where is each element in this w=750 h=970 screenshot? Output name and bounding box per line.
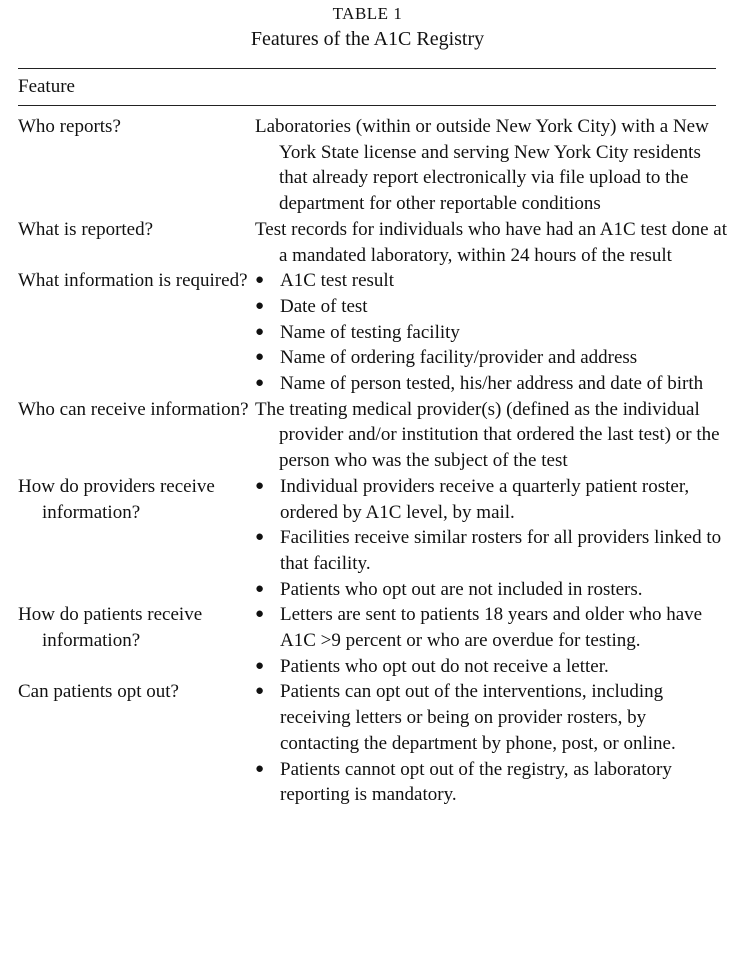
top-rule [18, 68, 716, 69]
bullet-icon: ● [255, 272, 265, 289]
list-item: ● Patients can opt out of the interventions, including receiving letters or being on provider rosters, by contacting the department by phone, post, or online. [255, 681, 676, 754]
feature-description: Laboratories (within or outside New York City) with a New York State license and serving New York City residents that already report electronically via file upload to the department for other reportable conditions [255, 116, 709, 215]
bullet-icon: ● [255, 683, 265, 700]
bullet-icon: ● [255, 375, 265, 392]
feature-label: Who can receive information? [18, 398, 249, 420]
list-item: ● Individual providers receive a quarterly patient roster, ordered by A1C level, by mail. [255, 475, 690, 523]
feature-label: Who reports? [18, 116, 121, 137]
table-row [18, 679, 728, 808]
list-item: ● Patients who opt out are not included in rosters. [255, 577, 728, 603]
feature-label: What is reported? [18, 218, 154, 240]
table-row [18, 268, 728, 397]
column-header-feature: Feature [18, 76, 75, 97]
list-item: ● Date of test [255, 294, 728, 320]
bullet-icon: ● [255, 529, 265, 546]
table-number: TABLE 1 [332, 4, 403, 23]
feature-description: The treating medical provider(s) (defined as the individual provider and/or institution that ordered the last test) or the person who was the subject of the test [255, 398, 720, 472]
header-rule [18, 105, 716, 106]
bullet-icon: ● [255, 349, 265, 366]
table-title: Features of the A1C Registry [250, 28, 485, 50]
table-row [18, 602, 728, 679]
bullet-icon: ● [255, 477, 265, 494]
list-item: ● Facilities receive similar rosters for all providers linked to that facility. [255, 527, 722, 574]
list-item: ● Patients who opt out do not receive a letter. [255, 654, 728, 680]
bullet-icon: ● [255, 760, 265, 777]
table-body [18, 114, 728, 808]
feature-label: What information is required? [18, 270, 248, 292]
table-row [18, 114, 728, 217]
list-item: ● Patients cannot opt out of the registry, as laboratory reporting is mandatory. [255, 758, 672, 806]
table-row [18, 397, 728, 474]
list-item: ● Letters are sent to patients 18 years and older who have A1C >9 percent or who are overdue for testing. [255, 604, 703, 652]
bullet-icon: ● [255, 606, 265, 623]
list-item: ● A1C test result [255, 268, 728, 294]
list-item: ● Name of ordering facility/provider and address [255, 345, 728, 371]
list-item: ● Name of testing facility [255, 320, 728, 346]
list-item: ● Name of person tested, his/her address and date of birth [255, 371, 728, 397]
bullet-icon: ● [255, 297, 265, 314]
bullet-icon: ● [255, 580, 265, 597]
feature-label: Can patients opt out? [18, 681, 179, 703]
feature-label: How do providers receive information? [18, 475, 215, 523]
feature-label: How do patients receive information? [18, 604, 203, 652]
table-row [18, 474, 728, 603]
bullet-icon: ● [255, 323, 265, 340]
feature-description: Test records for individuals who have had an A1C test done at a mandated laboratory, within 24 hours of the result [255, 218, 727, 266]
table-row [18, 217, 728, 268]
bullet-icon: ● [255, 657, 265, 674]
